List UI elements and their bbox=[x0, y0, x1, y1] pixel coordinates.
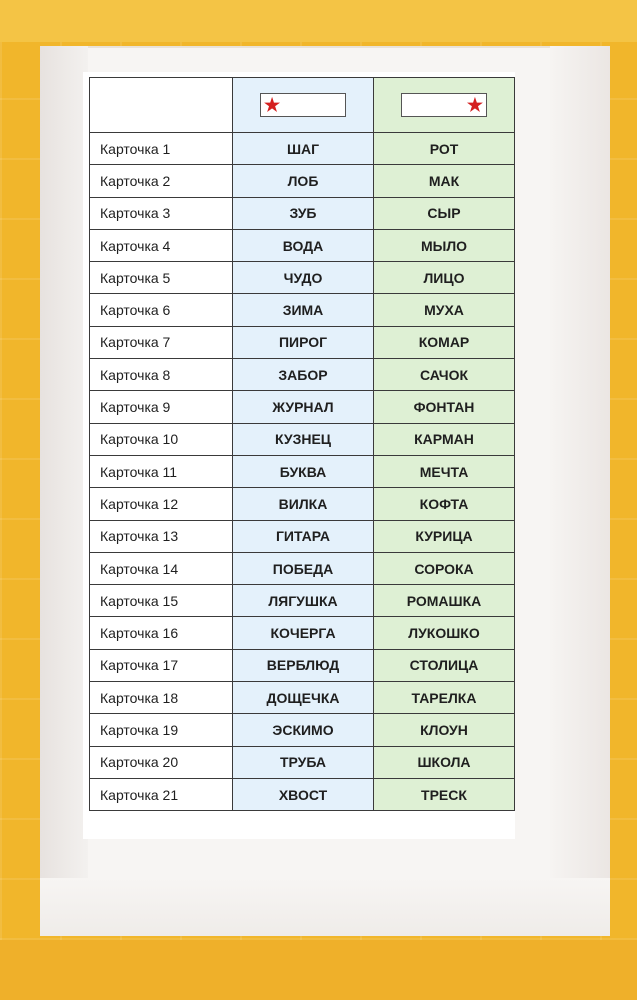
word-b: МУХА bbox=[374, 294, 515, 326]
star-icon: ★ bbox=[264, 95, 281, 115]
card-label: Карточка 8 bbox=[90, 359, 233, 391]
word-b: ЛИЦО bbox=[374, 262, 515, 294]
box-rim-top bbox=[0, 0, 637, 42]
word-b: КАРМАН bbox=[374, 423, 515, 455]
word-b: КОМАР bbox=[374, 326, 515, 358]
table-row bbox=[90, 585, 515, 617]
word-a: ПИРОГ bbox=[233, 326, 374, 358]
word-a: ЗУБ bbox=[233, 197, 374, 229]
box-wall-right bbox=[550, 46, 610, 936]
word-a: ЛОБ bbox=[233, 165, 374, 197]
table-row bbox=[90, 423, 515, 455]
table-row bbox=[90, 165, 515, 197]
card-label: Карточка 10 bbox=[90, 423, 233, 455]
word-a: ДОЩЕЧКА bbox=[233, 682, 374, 714]
box-wall-left bbox=[40, 46, 88, 936]
word-b: СТОЛИЦА bbox=[374, 649, 515, 681]
card-label: Карточка 1 bbox=[90, 133, 233, 165]
card-label: Карточка 9 bbox=[90, 391, 233, 423]
word-b: КОФТА bbox=[374, 488, 515, 520]
word-a: ЛЯГУШКА bbox=[233, 585, 374, 617]
table-header-row bbox=[90, 78, 515, 133]
table-row bbox=[90, 391, 515, 423]
word-a: ШАГ bbox=[233, 133, 374, 165]
word-a: ЖУРНАЛ bbox=[233, 391, 374, 423]
label-box-a bbox=[260, 93, 346, 117]
word-a: ЗИМА bbox=[233, 294, 374, 326]
card-label: Карточка 6 bbox=[90, 294, 233, 326]
answer-card bbox=[83, 72, 515, 839]
card-label: Карточка 12 bbox=[90, 488, 233, 520]
card-label: Карточка 14 bbox=[90, 552, 233, 584]
label-box-b bbox=[401, 93, 487, 117]
word-b: ФОНТАН bbox=[374, 391, 515, 423]
table-row bbox=[90, 520, 515, 552]
word-a: ЗАБОР bbox=[233, 359, 374, 391]
word-a: ВЕРБЛЮД bbox=[233, 649, 374, 681]
word-b: РОТ bbox=[374, 133, 515, 165]
word-b: СОРОКА bbox=[374, 552, 515, 584]
card-label: Карточка 19 bbox=[90, 714, 233, 746]
word-b: СЫР bbox=[374, 197, 515, 229]
card-label: Карточка 13 bbox=[90, 520, 233, 552]
card-label: Карточка 4 bbox=[90, 229, 233, 261]
star-icon: ★ bbox=[466, 95, 483, 115]
table-row bbox=[90, 133, 515, 165]
card-label: Карточка 16 bbox=[90, 617, 233, 649]
table-row bbox=[90, 617, 515, 649]
word-a: ПОБЕДА bbox=[233, 552, 374, 584]
word-b: КЛОУН bbox=[374, 714, 515, 746]
table-row bbox=[90, 294, 515, 326]
table-row bbox=[90, 682, 515, 714]
table-row bbox=[90, 262, 515, 294]
table-row bbox=[90, 552, 515, 584]
word-a: ГИТАРА bbox=[233, 520, 374, 552]
word-a: ЧУДО bbox=[233, 262, 374, 294]
table-row bbox=[90, 229, 515, 261]
word-b: РОМАШКА bbox=[374, 585, 515, 617]
word-b: ТРЕСК bbox=[374, 778, 515, 810]
card-label: Карточка 7 bbox=[90, 326, 233, 358]
word-b: МЫЛО bbox=[374, 229, 515, 261]
card-label: Карточка 17 bbox=[90, 649, 233, 681]
word-a: ХВОСТ bbox=[233, 778, 374, 810]
card-label: Карточка 2 bbox=[90, 165, 233, 197]
header-column-a bbox=[233, 78, 374, 133]
card-label: Карточка 11 bbox=[90, 455, 233, 487]
table-row bbox=[90, 326, 515, 358]
card-label: Карточка 21 bbox=[90, 778, 233, 810]
word-b: ТАРЕЛКА bbox=[374, 682, 515, 714]
word-a: ВОДА bbox=[233, 229, 374, 261]
word-table bbox=[89, 77, 515, 811]
table-row bbox=[90, 197, 515, 229]
table-row bbox=[90, 488, 515, 520]
word-b: ШКОЛА bbox=[374, 746, 515, 778]
word-a: ТРУБА bbox=[233, 746, 374, 778]
word-a: ВИЛКА bbox=[233, 488, 374, 520]
word-b: МАК bbox=[374, 165, 515, 197]
word-a: КОЧЕРГА bbox=[233, 617, 374, 649]
box-floor bbox=[40, 878, 610, 936]
word-a: ЭСКИМО bbox=[233, 714, 374, 746]
word-b: МЕЧТА bbox=[374, 455, 515, 487]
word-a: КУЗНЕЦ bbox=[233, 423, 374, 455]
card-label: Карточка 20 bbox=[90, 746, 233, 778]
card-label: Карточка 18 bbox=[90, 682, 233, 714]
header-empty-cell bbox=[90, 78, 233, 133]
word-b: ЛУКОШКО bbox=[374, 617, 515, 649]
word-a: БУКВА bbox=[233, 455, 374, 487]
table-row bbox=[90, 714, 515, 746]
table-row bbox=[90, 359, 515, 391]
word-b: САЧОК bbox=[374, 359, 515, 391]
card-label: Карточка 5 bbox=[90, 262, 233, 294]
table-row bbox=[90, 778, 515, 810]
card-label: Карточка 3 bbox=[90, 197, 233, 229]
card-label: Карточка 15 bbox=[90, 585, 233, 617]
word-b: КУРИЦА bbox=[374, 520, 515, 552]
table-row bbox=[90, 746, 515, 778]
header-column-b bbox=[374, 78, 515, 133]
table-row bbox=[90, 455, 515, 487]
box-rim-bottom bbox=[0, 940, 637, 1000]
table-row bbox=[90, 649, 515, 681]
